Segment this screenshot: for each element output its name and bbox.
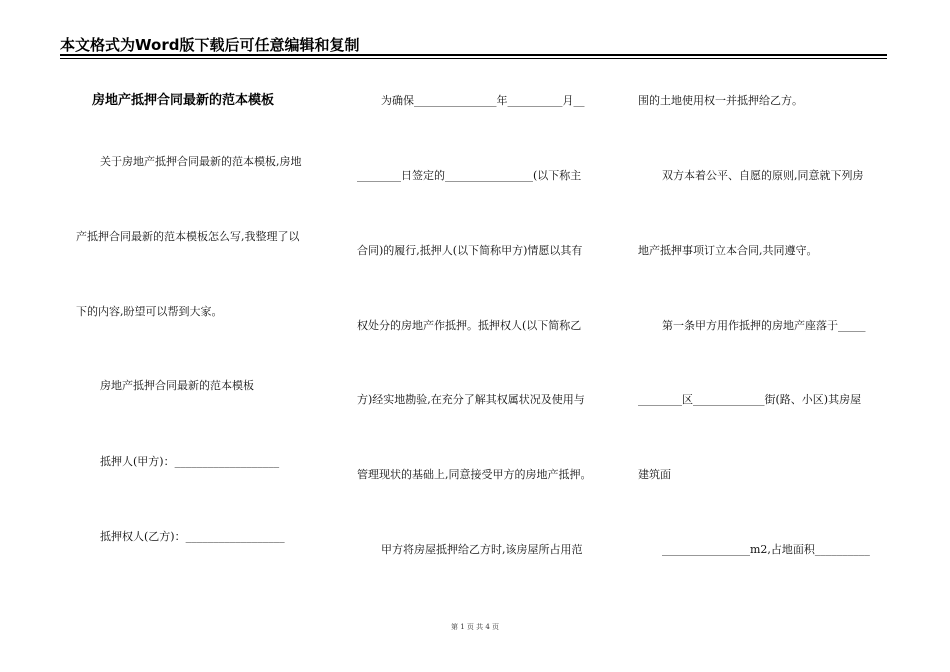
paragraph-line: 地产抵押事项订立本合同,共同遵守。 (638, 244, 818, 257)
paragraph-line: 围的土地使用权一并抵押给乙方。 (638, 94, 803, 107)
paragraph-line: ________________m2,占地面积__________ (662, 543, 870, 556)
paragraph-line: 关于房地产抵押合同最新的范本模板,房地 (100, 155, 302, 168)
document-title: 房地产抵押合同最新的范本模板 (92, 93, 275, 108)
paragraph-line: 为确保_______________年__________月__ (381, 94, 585, 107)
mortgagor-field: 抵押人(甲方)：___________________ (100, 455, 280, 468)
paragraph-line: 管理现状的基础上,同意接受甲方的房地产抵押。 (357, 468, 592, 481)
section-heading: 房地产抵押合同最新的范本模板 (100, 379, 254, 392)
paragraph-line: 合同)的履行,抵押人(以下简称甲方)情愿以其有 (357, 244, 583, 257)
paragraph-line: 双方本着公平、自愿的原则,同意就下列房 (662, 169, 864, 182)
paragraph-line: 第一条甲方用作抵押的房地产座落于_____ (662, 319, 866, 332)
paragraph-line: 下的内容,盼望可以帮到大家。 (76, 305, 223, 318)
page-number: 第 1 页 共 4 页 (450, 623, 500, 631)
mortgagee-field: 抵押权人(乙方)：__________________ (100, 530, 285, 543)
paragraph-line: 甲方将房屋抵押给乙方时,该房屋所占用范 (381, 543, 583, 556)
paragraph-line: 建筑面 (638, 468, 671, 481)
header-rule-thick (60, 54, 887, 56)
paragraph-line: ________日签定的________________(以下称主 (357, 169, 582, 182)
paragraph-line: 方)经实地勘验,在充分了解其权属状况及使用与 (357, 393, 585, 406)
header-rule-thin (60, 58, 887, 59)
paragraph-line: 产抵押合同最新的范本模板怎么写,我整理了以 (76, 230, 300, 243)
document-header: 本文格式为Word版下载后可任意编辑和复制 (60, 36, 360, 54)
paragraph-line: 权处分的房地产作抵押。抵押权人(以下简称乙 (357, 319, 582, 332)
paragraph-line: ________区_____________街(路、小区)其房屋 (638, 393, 862, 406)
